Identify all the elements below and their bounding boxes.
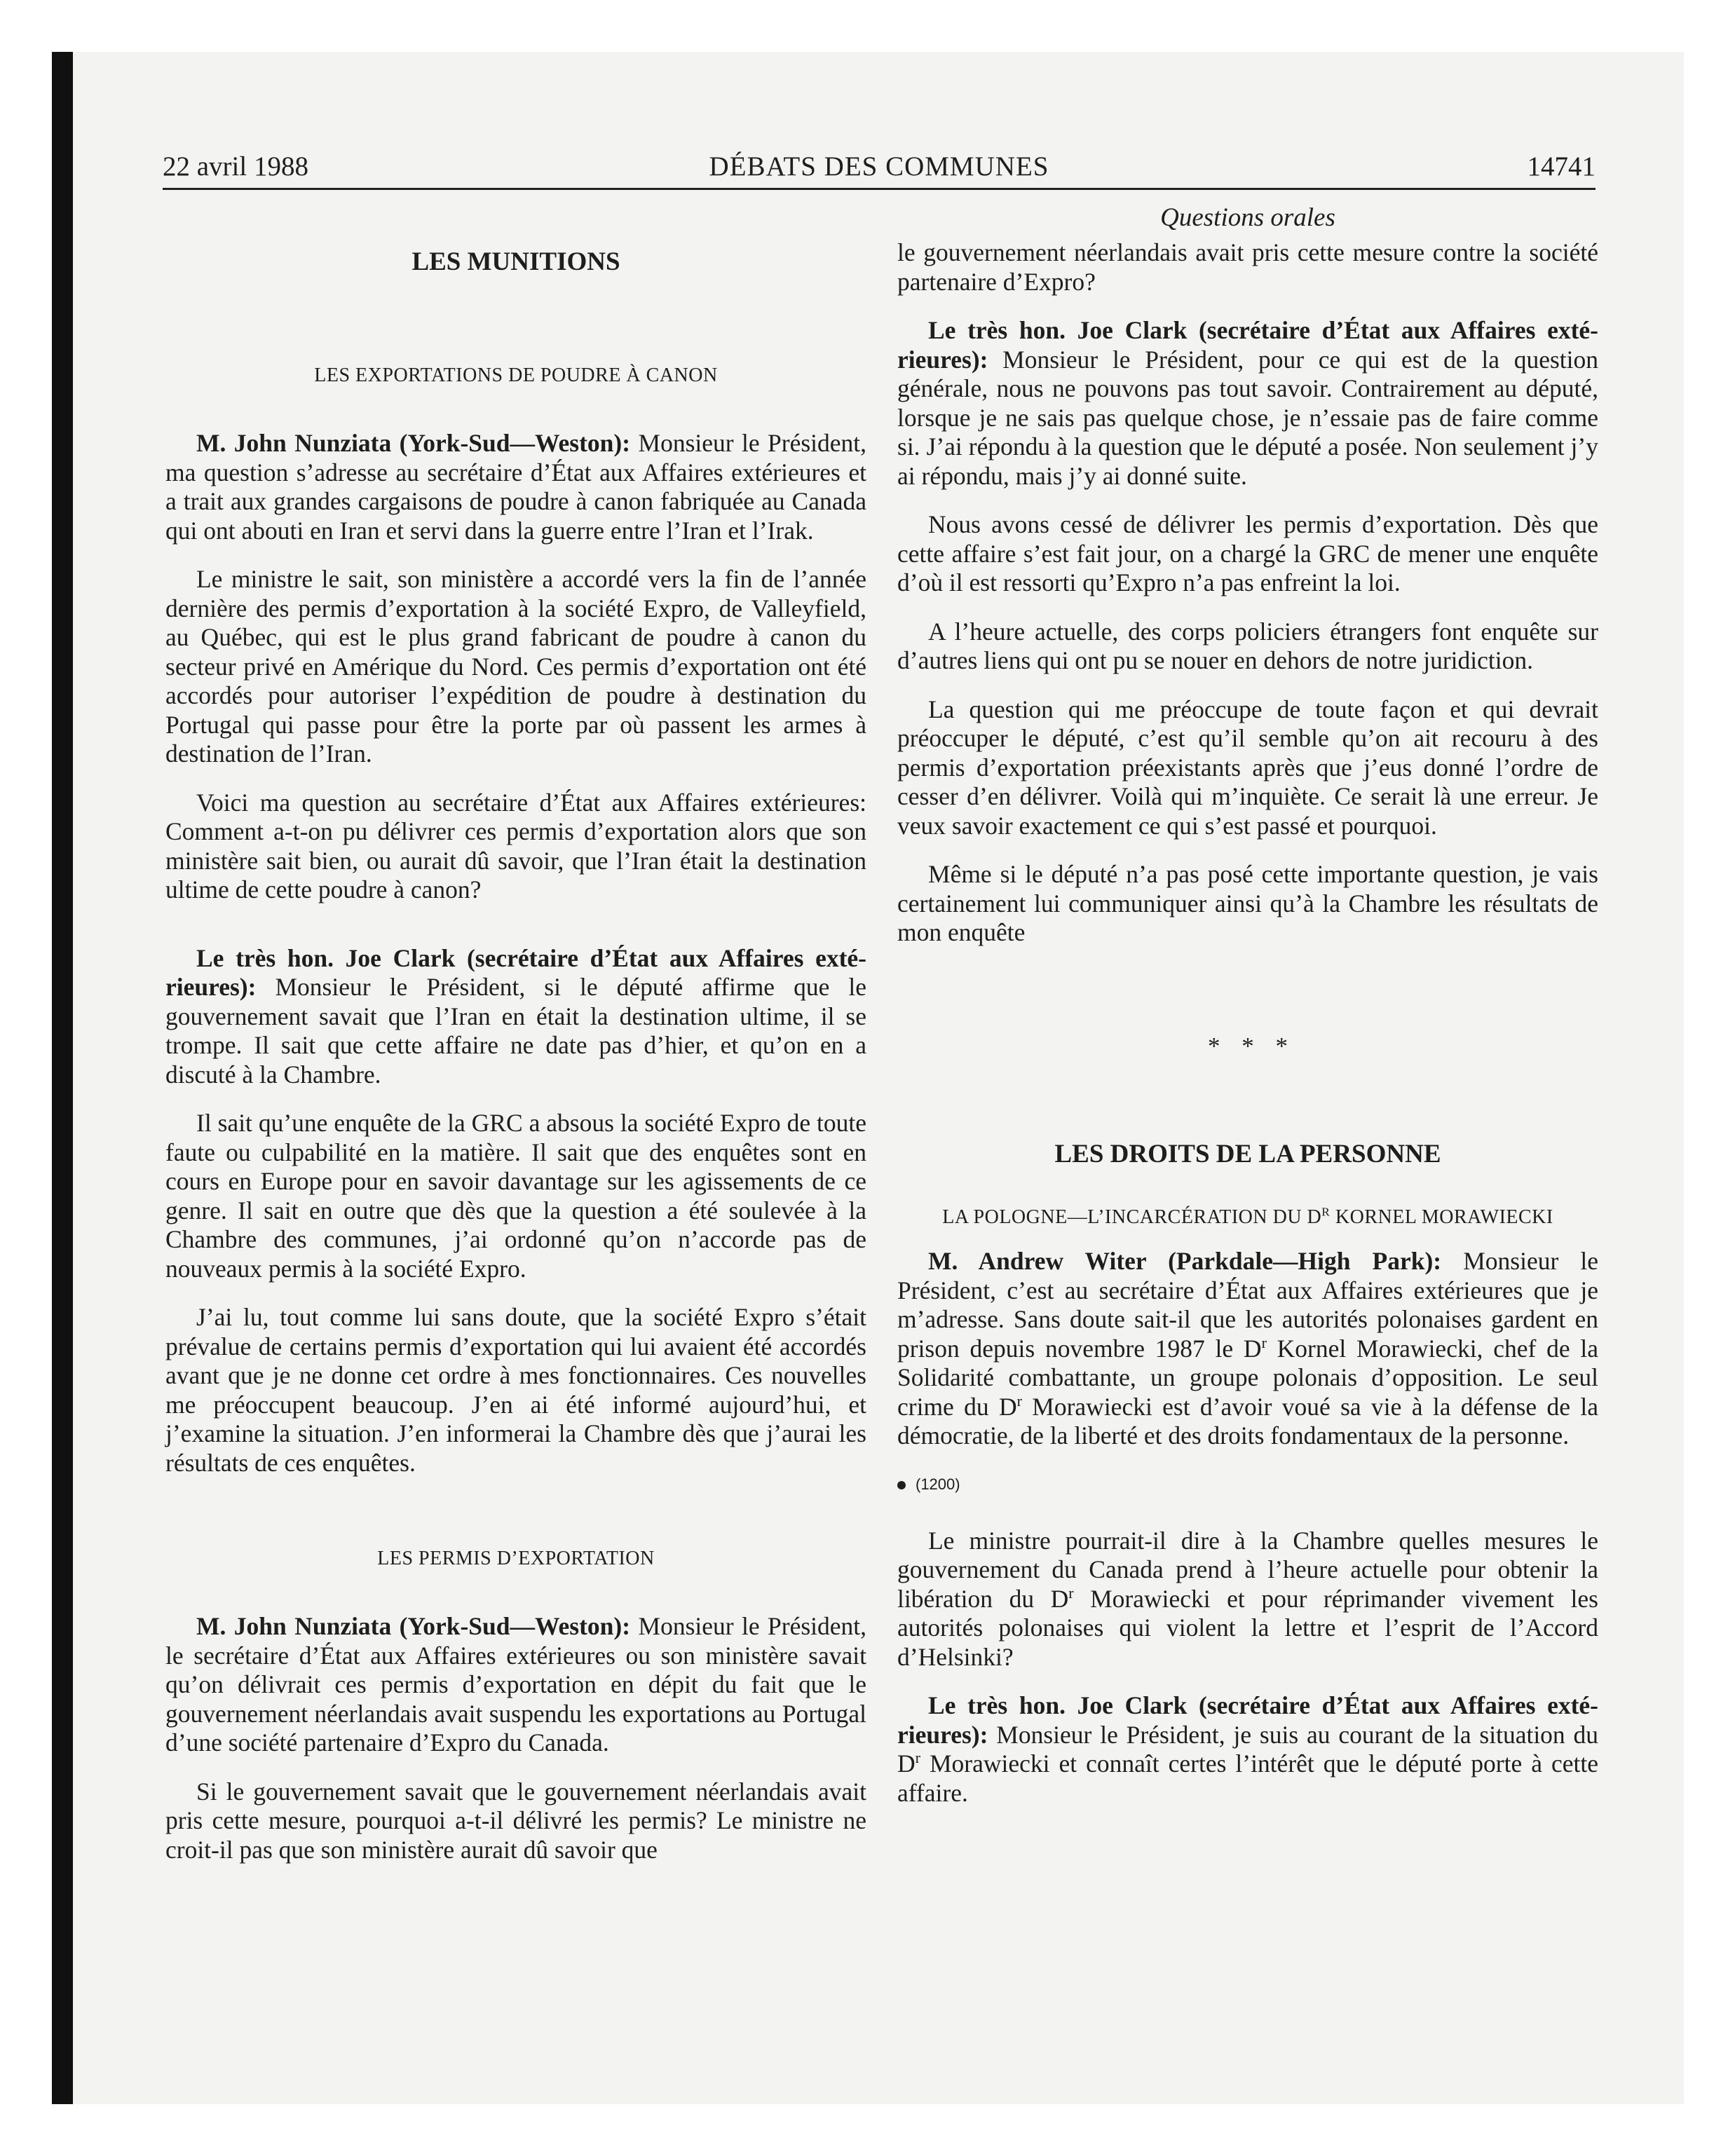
subheading-poland xyxy=(897,1203,1598,1231)
paragraph-continued: le gouvernement néerlandais avait pris cette mesure contre la société partenaire d’Expro? xyxy=(897,238,1598,296)
paragraph: A l’heure actuelle, des corps policiers étrangers font enquête sur d’autres liens qui ont pu se nouer en dehors de notre juridiction. xyxy=(897,617,1598,674)
paragraph-text: Le ministre pourrait-il dire à la Chambre quelles mesures le gouvernement du Canada prend à l’heure actuelle pour obtenir la libération du D xyxy=(897,1526,1598,1613)
paragraph: Le ministre le sait, son ministère a accordé vers la fin de l’année dernière des permis d’exportation à la société Expro, de Valleyfield, au Québec, qui est le plus grand fabricant de poudre à canon du secteur privé en Amérique du Nord. Ces permis d’exportation ont été accordés pour autoriser l’expédition de poudre à destination du Portugal qui passe pour être la porte par où passent les armes à destination de l’Iran. xyxy=(165,565,866,767)
paragraph-text: Monsieur le Président, si le député affirme que le gouvernement savait que l’Iran en était la destination ultime, il se trompe. Il sait que cette affaire ne date pas d’hier, et qu’on en a discuté à la Chambre. xyxy=(165,973,866,1089)
paragraph: Même si le député n’a pas posé cette importante question, je vais certainement lui communiquer ainsi qu’à la Chambre les résultats de mon enquête xyxy=(897,860,1598,946)
page-header xyxy=(163,146,1595,188)
paragraph-nunziata-question-1 xyxy=(165,429,866,545)
speaker-name: Le très hon. Joe Clark (secrétaire d’État aux Affaires extérieures): xyxy=(165,943,866,1001)
paragraph: Si le gouvernement savait que le gouvernement néerlandais avait pris cette mesure, pourquoi a-t-il délivré les permis? Le ministre ne croit-il pas que son ministère aurait dû savoir que xyxy=(165,1777,866,1864)
paragraph-text: Monsieur le Président, c’est au secrétaire d’État aux Affaires extérieures que je m’adresse. Sans doute sait-il que les autorités polonaises gardent en prison depuis novembre 1987 le D xyxy=(897,1247,1599,1363)
heading-munitions: LES MUNITIONS xyxy=(411,247,620,276)
right-column xyxy=(897,238,1598,1827)
paragraph-text: Monsieur le Président, ma question s’adresse au secrétaire d’État aux Affaires extérieures et a trait aux grandes cargaisons de poudre à canon fabriquée au Canada qui ont abouti en Iran et servi dans la guerre entre l’Iran et l’Irak. xyxy=(165,429,867,545)
paragraph-nunziata-question-2 xyxy=(165,1612,866,1758)
subheading-text: KORNEL MORAWIECKI xyxy=(1330,1206,1553,1228)
header-date: 22 avril 1988 xyxy=(163,151,308,182)
superscript: R xyxy=(1321,1205,1331,1219)
bullet-dot xyxy=(897,1481,906,1489)
speaker-name: M. John Nunziata (York-Sud—Weston): xyxy=(196,429,631,457)
subheading-text: LA POLOGNE—L’INCARCÉRATION DU D xyxy=(942,1206,1322,1228)
superscript: r xyxy=(1261,1333,1267,1351)
paragraph-clark-answer-3 xyxy=(897,1691,1598,1808)
paragraph: Voici ma question au secrétaire d’État aux Affaires extérieures: Comment a-t-on pu délivrer ces permis d’exportation alors que son ministère sait bien, ou aurait dû savoir, que l’Iran était la destination ultime de cette poudre à canon? xyxy=(165,788,866,903)
superscript: r xyxy=(1068,1583,1074,1602)
time-marker-text: (1200) xyxy=(916,1475,960,1493)
paragraph-text: Morawiecki est d’avoir voué sa vie à la défense de la démocratie, de la liberté et des droits fondamentaux de la personne. xyxy=(897,1392,1598,1449)
section-separator: * * * xyxy=(1208,1032,1288,1060)
paragraph-text: Kornel Morawiecki, chef de la Solidarité combattante, un groupe polonais d’opposition. Le seul crime du D xyxy=(897,1334,1598,1421)
paragraph-clark-answer-1 xyxy=(165,944,866,1090)
header-page-number: 14741 xyxy=(1527,151,1595,182)
paragraph xyxy=(897,1527,1598,1672)
paragraph: La question qui me préoccupe de toute façon et qui devrait préoccuper le député, c’est qu’il semble qu’on ait recouru à des permis d’exportation préexistants après que j’eus donné l’ordre de cesser d’en délivrer. Voilà qui m’inquiète. Ce serait là une erreur. Je veux savoir exactement ce qui s’est passé et pourquoi. xyxy=(897,695,1598,840)
heading-human-rights: LES DROITS DE LA PERSONNE xyxy=(1054,1140,1441,1168)
speaker-name: M. Andrew Witer (Parkdale—High Park): xyxy=(928,1247,1442,1275)
superscript: r xyxy=(1016,1391,1022,1410)
subheading-gunpowder-exports: LES EXPORTATIONS DE POUDRE À CANON xyxy=(314,364,718,386)
section-label: Questions orales xyxy=(1160,203,1335,232)
superscript: r xyxy=(915,1749,920,1767)
time-marker xyxy=(897,1471,1598,1499)
paragraph-text: Monsieur le Président, pour ce qui est de la question générale, nous ne pouvons pas tout savoir. Contrairement au député, lorsque je ne sais pas quelque chose, je n’essaie pas de faire comme si. J’ai répondu à la question que le député a posée. Non seulement j’y ai répondu, mais j’y ai donné suite. xyxy=(897,345,1599,490)
paragraph: Il sait qu’une enquête de la GRC a absous la société Expro de toute faute ou culpabilité en la matière. Il sait que des enquêtes sont en cours en Europe pour en savoir davantage sur les agissements de ce genre. Il sait en outre que dès que la question a été soulevée à la Chambre des communes, j’ai ordonné qu’on n’accorde pas de nouveaux permis à la société Expro. xyxy=(165,1109,866,1283)
speaker-name: Le très hon. Joe Clark (secrétaire d’État aux Affaires extérieures): xyxy=(897,316,1598,374)
paragraph-text: Morawiecki et pour réprimander vivement les autorités polonaises qui violent la lettre et l’esprit de l’Accord d’Helsinki? xyxy=(897,1584,1598,1671)
speaker-name: M. John Nunziata (York-Sud—Weston): xyxy=(196,1612,631,1640)
paragraph-witer-question xyxy=(897,1247,1598,1451)
paragraph: Nous avons cessé de délivrer les permis d’exportation. Dès que cette affaire s’est fait jour, on a chargé la GRC de mener une enquête d’où il est ressorti qu’Expro n’a pas enfreint la loi. xyxy=(897,510,1598,596)
subheading-export-permits: LES PERMIS D’EXPORTATION xyxy=(377,1548,655,1569)
left-column xyxy=(165,238,866,1884)
speaker-name: Le très hon. Joe Clark (secrétaire d’État aux Affaires extérieures): xyxy=(897,1691,1598,1749)
paragraph-text: Monsieur le Président, je suis au courant de la situation du D xyxy=(897,1720,1599,1778)
header-rule xyxy=(163,188,1595,190)
paragraph-text: Morawiecki et connaît certes l’intérêt que le député porte à cette affaire. xyxy=(897,1749,1598,1807)
paragraph: J’ai lu, tout comme lui sans doute, que la société Expro s’était prévalue de certains permis d’exportation qui lui avaient été accordés avant que je ne donne cet ordre à mes fonctionnaires. Ces nouvelles me préoccupent beaucoup. J’en ai été informé aujourd’hui, et j’examine la situation. J’en informerai la Chambre dès que j’aurai les résultats de ces enquêtes. xyxy=(165,1303,866,1477)
paragraph-text: Monsieur le Président, le secrétaire d’État aux Affaires extérieures ou son ministère savait qu’on délivrait ces permis d’exportation en dépit du fait que le gouvernement néerlandais avait suspendu les exportations au Portugal d’une société partenaire d’Expro du Canada. xyxy=(165,1612,867,1756)
scan-binding-edge xyxy=(52,52,73,2104)
header-title: DÉBATS DES COMMUNES xyxy=(709,151,1049,182)
paragraph-clark-answer-2 xyxy=(897,316,1598,491)
